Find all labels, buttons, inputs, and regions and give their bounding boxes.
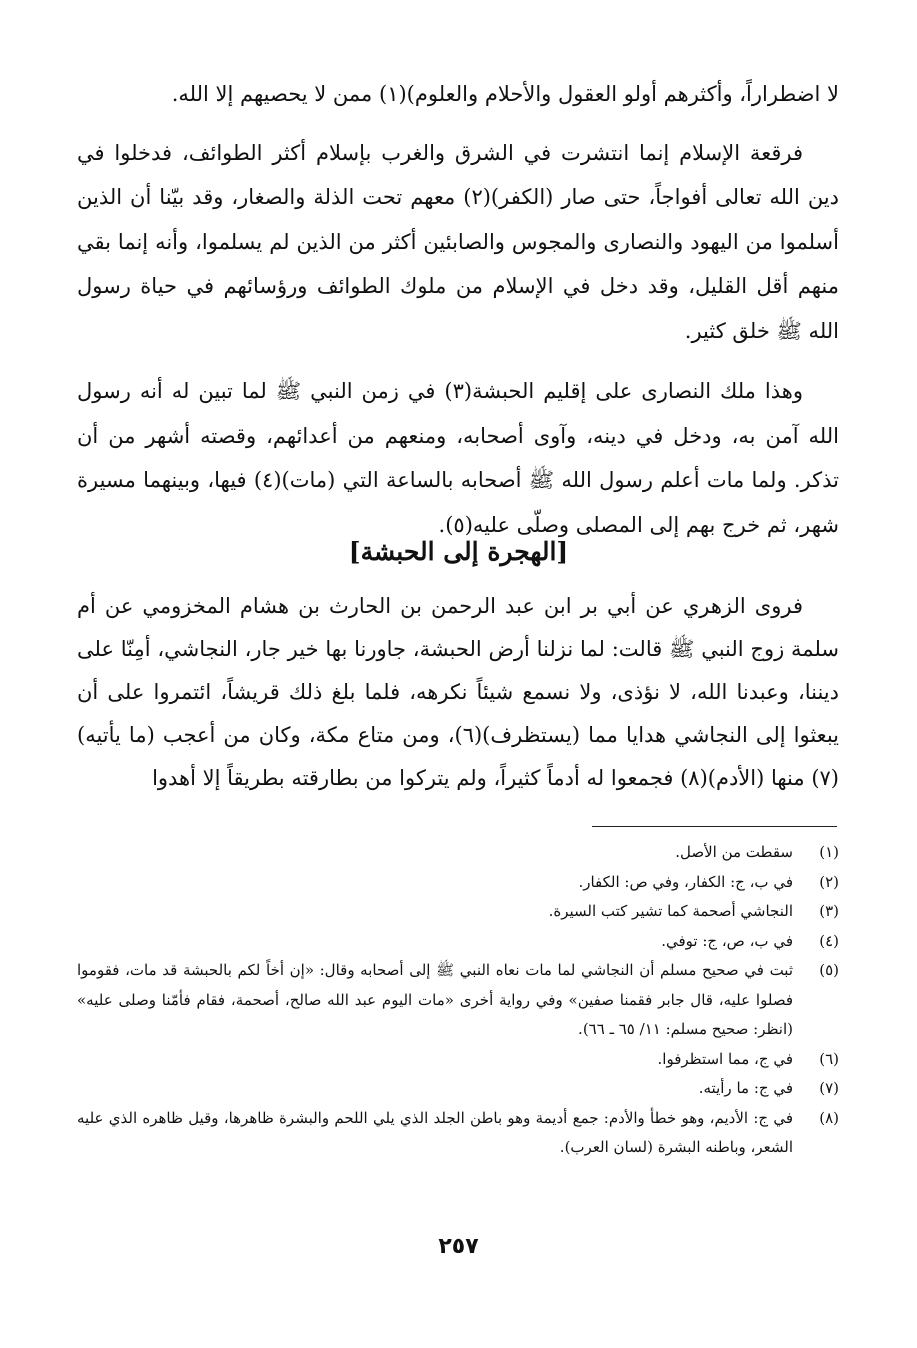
footnote-number: (١) <box>819 843 839 861</box>
footnote-text: في ج، مما استظرفوا. <box>657 1049 793 1068</box>
footnote-4 <box>77 927 839 957</box>
footnote-number: (٨) <box>819 1108 839 1127</box>
footnote-6 <box>77 1045 839 1075</box>
page-number: ٢٥٧ <box>438 1234 479 1259</box>
footnote-8 <box>77 1104 839 1163</box>
footnote-3 <box>77 897 839 927</box>
paragraph-3: وهذا ملك النصارى على إقليم الحبشة(٣) في زمن النبي ﷺ لما تبين له أنه رسول الله آمن به، ودخل في دينه، وآوى أصحابه، ومنعهم من أعدائهم، وقصته أشهر من أن تذكر. ولما مات أعلم رسول الله ﷺ أصحابه بالساعة التي (مات)(٤) فيها، وبينهما مسيرة شهر، ثم خرج بهم إلى المصلى وصلّى عليه(٥). <box>77 379 839 537</box>
footnote-number: (٦) <box>819 1049 839 1068</box>
footnote-5 <box>77 956 839 1045</box>
footnote-number: (٧) <box>819 1079 839 1097</box>
footnote-7 <box>77 1074 839 1104</box>
footnote-text: في ج: الأديم، وهو خطأ والأدم: جمع أديمة وهو باطن الجلد الذي يلي اللحم والبشرة ظاهرها، وقيل ظاهره الذي عليه الشعر، وباطنه البشرة (لسان العرب). <box>77 1108 793 1156</box>
footnote-2 <box>77 868 839 898</box>
footnote-number: (٢) <box>819 872 839 891</box>
main-text-block <box>77 72 839 547</box>
paragraph-4: فروى الزهري عن أبي بر ابن عبد الرحمن بن الحارث بن هشام المخزومي عن أم سلمة زوج النبي ﷺ قالت: لما نزلنا أرض الحبشة، جاورنا بها خير جار، النجاشي، أمِنّا على ديننا، وعبدنا الله، لا نؤذى، ولا نسمع شيئاً نكرهه، فلما بلغ ذلك قريشاً، ائتمروا على أن يبعثوا إلى النجاشي هدايا مما (يستظرف)(٦)، ومن متاع مكة، وكان من أعجب (ما يأتيه)(٧) منها (الأدم)(٨) فجمعوا له أدماً كثيراً، ولم يتركوا من بطارقته بطريقاً إلا أهدوا <box>77 594 839 790</box>
footnotes <box>77 838 839 1163</box>
footnote-text: ثبت في صحيح مسلم أن النجاشي لما مات نعاه النبي ﷺ إلى أصحابه وقال: «إن أخاً لكم بالحبشة قد مات، فقوموا فصلوا عليه، قال جابر فقمنا صفين» وفي رواية أخرى «مات اليوم عبد الله صالح، أصحمة، فقام فأمّنا وصلى عليه» (انظر: صحيح مسلم: ١١/ ٦٥ ـ ٦٦). <box>77 961 793 1038</box>
section-heading: [الهجرة إلى الحبشة] <box>348 537 569 566</box>
footnote-text: في ب، ج: الكفار، وفي ص: الكفار. <box>578 872 793 891</box>
paragraph-1: لا اضطراراً، وأكثرهم أولو العقول والأحلام والعلوم)(١) ممن لا يحصيهم إلا الله. <box>171 82 839 106</box>
footnote-text: في ج: ما رأيته. <box>698 1079 793 1097</box>
footnote-1 <box>77 838 839 868</box>
main-text-block-2 <box>77 585 839 800</box>
footnote-separator <box>592 826 837 827</box>
footnote-number: (٥) <box>819 961 839 979</box>
footnote-text: سقطت من الأصل. <box>675 843 793 861</box>
footnote-number: (٤) <box>819 931 839 950</box>
footnote-text: النجاشي أصحمة كما تشير كتب السيرة. <box>548 902 793 920</box>
paragraph-2: فرقعة الإسلام إنما انتشرت في الشرق والغرب بإسلام أكثر الطوائف، فدخلوا في دين الله تعالى أفواجاً، حتى صار (الكفر)(٢) معهم تحت الذلة والصغار، وقد بيّنا أن الذين أسلموا من اليهود والنصارى والمجوس والصابئين أكثر من الذين لم يسلموا، وأنه إنما بقي منهم أقل القليل، وقد دخل في الإسلام من ملوك الطوائف ورؤسائهم في حياة رسول الله ﷺ خلق كثير. <box>77 140 840 343</box>
footnote-text: في ب، ص، ج: توفي. <box>661 931 793 950</box>
footnote-number: (٣) <box>819 902 839 920</box>
